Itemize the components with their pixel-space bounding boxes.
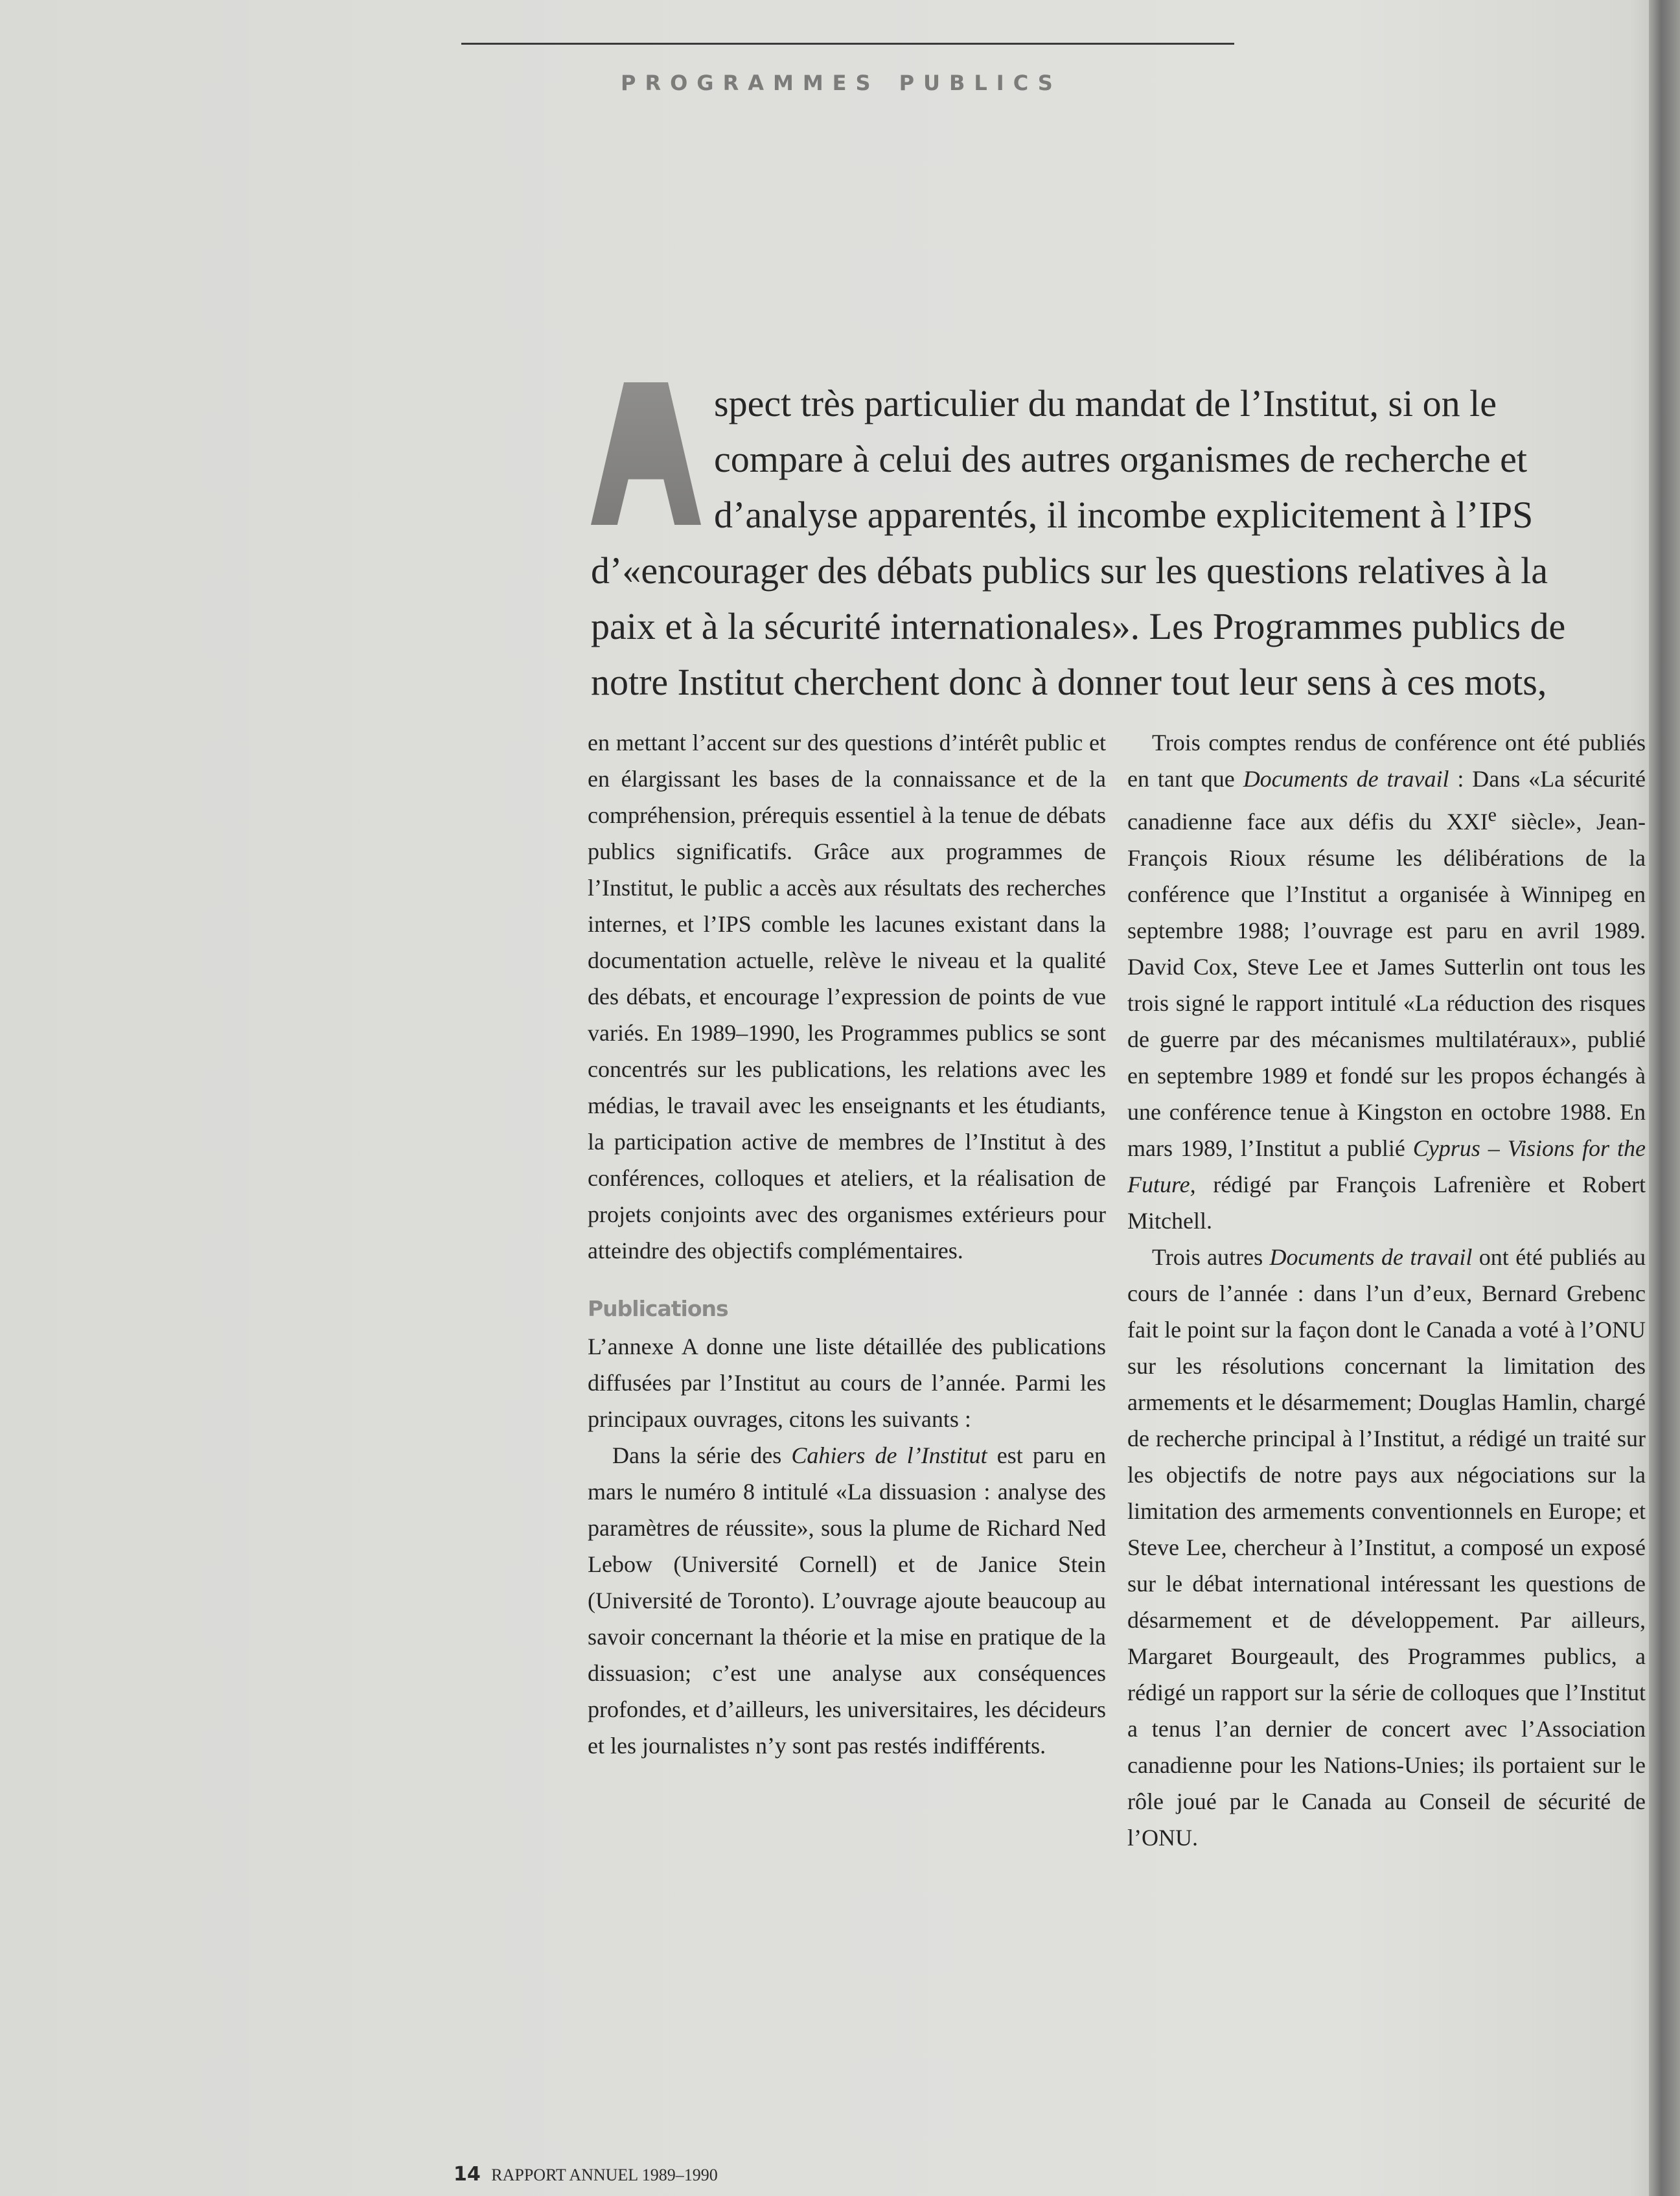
page-edge-shadow — [1649, 0, 1680, 2196]
text-run: siècle», Jean-François Rioux résume les délibérations de la conférence que l’Institut a organisée à Winnipeg en septembre 1988; l’ouvrage est paru en avril 1989. David Cox, Steve Lee et James Sutterlin ont tous les trois signé le rapport intitulé «La réduction des risques de guerre par des mécanismes multilatéraux», publié en septembre 1989 et fondé sur les propos échangés à une conférence tenue à Kingston en octobre 1988. En mars 1989, l’Institut a publié — [1127, 809, 1646, 1161]
subheading-publications: Publications — [588, 1296, 728, 1321]
lede-line: spect très particulier du mandat de l’Institut, si on le — [714, 382, 1497, 424]
lede-line: d’«encourager des débats publics sur les questions relatives à la — [591, 549, 1548, 592]
text-run: : Dans «La sécurité canadienne face aux défis du XXI — [1127, 766, 1646, 835]
lede-line: compare à celui des autres organismes de recherche et — [714, 438, 1527, 480]
lede-line: d’analyse apparentés, il incombe explicitement à l’IPS — [714, 494, 1534, 536]
right-column — [1127, 724, 1646, 1856]
section-title: programmes publics — [621, 62, 1062, 97]
left-column — [588, 724, 1106, 1764]
lede-paragraph — [591, 376, 1628, 710]
paragraph — [1127, 724, 1646, 1239]
page-number: 14 — [454, 2163, 481, 2186]
footer-label: RAPPORT ANNUEL 1989–1990 — [491, 2166, 718, 2184]
text-run: Trois autres — [1152, 1244, 1270, 1270]
italic-title: Cahiers de l’Institut — [791, 1442, 987, 1468]
text-run: est paru en mars le numéro 8 intitulé «La dissuasion : analyse des paramètres de réussite», sous la plume de Richard Ned Lebow (Université Cornell) et de Janice Stein (Université de Toronto). L’ouvrage ajoute beaucoup au savoir concernant la théorie et la mise en pratique de la dissuasion; c’est une analyse aux conséquences profondes, et d’ailleurs, les universitaires, les décideurs et les journalistes n’y sont pas restés indifférents. — [588, 1442, 1106, 1759]
paragraph — [1127, 1239, 1646, 1856]
italic-title: Documents de travail — [1243, 766, 1449, 792]
paragraph: L’annexe A donne une liste détaillée des publications diffusées par l’Institut au cours de l’année. Parmi les principaux ouvrages, citons les suivants : — [588, 1334, 1106, 1432]
italic-title: Cyprus – Visions for the Future, — [1127, 1135, 1646, 1197]
text-run: Trois comptes rendus de conférence ont été publiés en tant que — [1127, 730, 1646, 792]
page-footer — [454, 2163, 718, 2186]
header-rule — [461, 43, 1234, 45]
lede-line: paix et à la sécurité internationales». Les Programmes publics de — [591, 605, 1566, 647]
italic-title: Documents de travail — [1269, 1244, 1473, 1270]
paragraph — [588, 1437, 1106, 1764]
text-run: Dans la série des — [612, 1442, 792, 1468]
superscript: e — [1488, 804, 1497, 826]
text-run: ont été publiés au cours de l’année : dans l’un d’eux, Bernard Grebenc fait le point sur la façon dont le Canada a voté à l’ONU sur les résolutions concernant la limitation des armements et le désarmement; Douglas Hamlin, chargé de recherche principal à l’Institut, a rédigé un traité sur les objectifs de notre pays aux négociations sur la limitation des armements conventionnels en Europe; et Steve Lee, chercheur à l’Institut, a composé un exposé sur le débat international intéressant les questions de désarmement et de développement. Par ailleurs, Margaret Bourgeault, des Programmes publics, a rédigé un rapport sur la série de colloques que l’Institut a tenus l’an dernier de concert avec l’Association canadienne pour les Nations-Unies; ils portaient sur le rôle joué par le Canada au Conseil de sécurité de l’ONU. — [1127, 1244, 1646, 1851]
text-run: rédigé par François Lafrenière et Robert Mitchell. — [1127, 1172, 1646, 1234]
paragraph: en mettant l’accent sur des questions d’intérêt public et en élargissant les bases de la connaissance et de la compréhension, prérequis essentiel à la tenue de débats publics significatifs. Grâce aux programmes de l’Institut, le public a accès aux résultats des recherches internes, et l’IPS comble les lacunes existant dans la documentation actuelle, relève le niveau et la qualité des débats, et encourage l’expression de points de vue variés. En 1989–1990, les Programmes publics se sont concentrés sur les publications, les relations avec les médias, le travail avec les enseignants et les étudiants, la participation active de membres de l’Institut à des conférences, colloques et ateliers, et la réalisation de projets conjoints avec des organismes extérieurs pour atteindre des objectifs complémentaires. — [588, 730, 1106, 1264]
lede-line: notre Institut cherchent donc à donner tout leur sens à ces mots, — [591, 661, 1547, 703]
